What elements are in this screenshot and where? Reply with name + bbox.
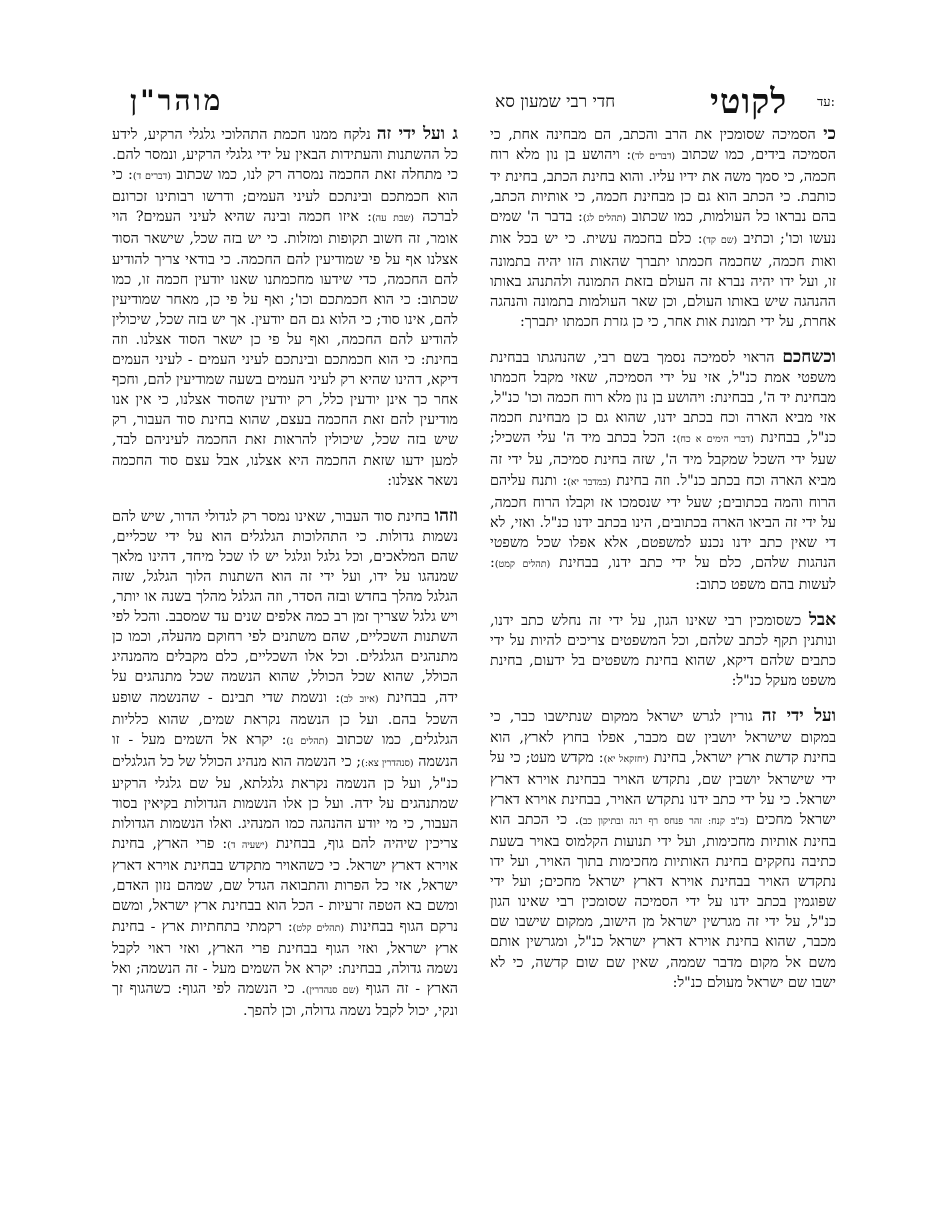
- source-citation: (איוב לב): [340, 693, 379, 705]
- running-header: [100, 82, 844, 126]
- source-citation: (ישעיה ד): [227, 840, 269, 852]
- source-citation: (שם סנהדרין): [305, 984, 360, 996]
- source-citation: (דברי הימים א כח): [676, 434, 754, 446]
- book-title-right: לקוטי: [710, 82, 788, 122]
- text-segment: ; כי הנשמה הוא מנהיג הכולל של כל הגלגלים כנ"ל, ועל כן הנשמה נקראת גלגלתא, על שם גלגלי הרקיע שמתנהגים על ידה. ועל כן אלו הנשמות הגדולות בקיאין בסוד העבור, כי מי יודע ההנהגה כמו המנהיג. ואלו הנשמות הגדולות צריכין שיהיה להם גוף, בבחינת: [112, 753, 458, 853]
- text-segment: : פרי הארץ, בחינת אוירא דארץ ישראל. כי כשהאויר מתקדש בבחינת אוירא דארץ ישראל, אזי כל הפרות והתבואה הגדל שם, שמהם נזון האדם, ומשם בא הטפה זרעיות - הכל הוא בבחינת ארץ ישראל, ומשם נרקם הגוף בבחינות: [112, 836, 458, 935]
- source-citation: (תהלים נ): [286, 735, 329, 747]
- source-citation: (יחזקאל יא): [603, 753, 649, 765]
- paragraph: [112, 506, 458, 1021]
- paragraph-lead-word: כי: [823, 124, 836, 144]
- text-segment: : רקמתי בתחתיות ארץ - בחינת ארץ ישראל, ואזי הגוף בבחינת פרי הארץ, ואזי ראוי לקבל נשמה גדולה, בבחינת: יקרא אל השמים מעל - זה הנשמה; ואל הארץ - זה הגוף: [112, 918, 458, 997]
- paragraph-lead-word: ג ועל ידי זה: [376, 124, 458, 144]
- source-citation: (תהלים קמט): [494, 558, 551, 570]
- text-segment: : איזו חכמה ובינה שהיא לעיני העמים? הוי אומר, זה חשוב תקופות ומזלות. כי יש בזה שכל, שישאר הסוד אצלנו אף על פי שמודיעין להם החכמה. כי בודאי צריך להודיע להם החכמה, כדי שידעו מחכמתנו שאנו יודעין חכמה זו, כמו שכתוב: כי הוא חכמתכם וכו'; ואף על פי כן, מאחר שמודיעין להם, אינו סוד; כי הלוא גם הם יודעין. אך יש בזה שכל, שיכולין להודיע להם החכמה, ואף על פי כן ישאר הסוד אצלנו. וזה בחינת: כי הוא חכמתכם ובינתכם לעיני העמים - לעיני העמים דיקא, דהינו שהיא רק לעיני העמים בשעה שמודיעין להם, וחכף אחר כך אינן יודעין כלל, רק יודעין שהסוד אצלנו, כי אין אנו מודיעין להם זאת החכמה בעצם, שהוא בחינת סוד העבור, רק שיש בזה שכל, שיכולין להראות זאת החכמה לעיניהם לבד, למען ידעו שזאת החכמה היא אצלנו, אבל עצם סוד החכמה נשאר אצלנו:: [112, 209, 458, 489]
- paragraph-lead-word: וכשחכם: [782, 346, 836, 367]
- text-segment: : כלם בחכמה עשית. כי יש בכל אות ואות חכמה, שחכמה חכמתו יתברך שהאות הזו יהיה בתמונה זו, ועל ידו יהיה נברא זה העולם בזאת התמונה ולהתנהג באותו ההנהגה שיש באותו העולם, וכן שאר העולמות בתמונה והנהגה אחרת, על ידי תמונת אות אחר, כי כן גזרת חכמתו יתברך:: [490, 231, 836, 330]
- book-title-left: מוהר"ן: [130, 84, 224, 117]
- text-segment: : יקרא אל השמים מעל - זו הנשמה: [112, 731, 458, 770]
- source-citation: (תהלים קלט): [292, 922, 345, 934]
- left-column: [112, 124, 458, 1184]
- text-segment: . כי הכתב הוא בחינת אותיות מחכימות, ועל ידי תנועות הקלמוס באויר בשעת כתיבה נחקקים בחינת האותיות מחכימות בתוך האויר, ועל ידו נתקדש האויר בבחינת אוירא דארץ ישראל מחכים; ועל ידי שפוגמין בכתב ידנו על ידי הסמיכה שסומכין רבי שאינו הגון כנ"ל, על ידי זה מגרשין ישראל מן הישוב, ממקום שישבו שם מכבר, שהוא בחינת אוירא דארץ ישראל כנ"ל, ומגרשין אותם משם אל מקום מדבר שממה, שאין שם שום קדשה, כי לא ישבו שם ישראל מעולם כנ"ל:: [490, 811, 836, 991]
- source-citation: (דברים לד): [631, 151, 676, 163]
- source-citation: (שם קד): [702, 235, 738, 247]
- text-segment: : מקדש מעט; כי על ידי שישראל יושבין שם, נתקדש האויר בבחינת אוירא דארץ ישראל. כי על ידי כתב ידנו נתקדש האויר, בבחינת אוירא דארץ ישראל מחכים: [490, 749, 836, 828]
- text-segment: : הכל בכתב מיד ה' עלי השכיל; שעל ידי השכל שמקבל מיד ה', שזה בחינת סמיכה, על ידי זה מביא הארה וכח בכתב כנ"ל. וזה בחינת: [490, 430, 836, 489]
- text-segment: הסמיכה שסומכין את הרב והכתב, הם מבחינה אחת, כי הסמיכה בידים, כמו שכתוב: [490, 127, 836, 164]
- text-segment: . כי הנשמה לפי הגוף: כשהגוף זך ונקי, יכול לקבל נשמה גדולה, וכן להפך.: [112, 980, 458, 1019]
- source-citation: (תהלים לג): [582, 213, 627, 225]
- text-segment: : כי הוא חכמתכם ובינתכם לעיני העמים; ודרשו רבותינו זכרונם לברכה: [112, 167, 458, 226]
- source-citation: (דברים ד): [132, 171, 171, 183]
- paragraph: [490, 610, 836, 691]
- section-title: חדי רבי שמעון סא: [495, 92, 616, 112]
- text-segment: הראוי לסמיכה נסמך בשם רבי, שהנהגתו בבחינת משפטי אמת כנ"ל, אזי על ידי הסמיכה, שאזי מקבל חכמתו מבחינת יד ה', בבחינת: ויהושע בן נון מלא רוח חכמה וכו' כנ"ל, אזי מביא הארה וכח בכתב ידנו, שהוא גם כן מבחינת חכמה כנ"ל, בבחינת: [490, 349, 836, 447]
- text-segment: : ויהושע בן נון מלא רוח חכמה, כי סמך משה את ידיו עליו. והוא בחינת הכתב, בחינת יד כותבת. כי הכתב הוא גם כן מבחינת חכמה, כי אותיות הכתב, בהם נבראו כל העולמות, כמו שכתוב: [490, 147, 836, 226]
- paragraph: [490, 706, 836, 992]
- paragraph-lead-word: ועל ידי זה: [761, 706, 836, 727]
- paragraph: [112, 124, 458, 491]
- text-segment: : ונשמת שדי תבינם - שהנשמה שופע השכל בהם. ועל כן הנשמה נקראת שמים, שהוא כלליות הגלגלים, כמו שכתוב: [112, 689, 458, 748]
- source-citation: (שבת עה): [371, 213, 414, 225]
- text-segment: כשסומכין רבי שאינו הגון, על ידי זה נחלש כתב ידנו, ונותנין תקף לכתב שלהם, וכל המשפטים צריכים להיות על ידי כתבים שלהם דיקא, שהוא בחינת משפטים בל ידעום, בחינת משפט מעקל כנ"ל:: [490, 613, 836, 690]
- source-citation: (ב"ב קנח: זהר פנחס רף רנה ובתיקון כב): [579, 815, 749, 827]
- paragraph-lead-word: אבל: [808, 610, 836, 631]
- source-citation: (במדבר יא): [567, 476, 611, 488]
- paragraph-lead-word: וזהו: [434, 505, 458, 526]
- text-segment: : בדבר ה' שמים נעשו וכו'; וכתיב: [490, 209, 836, 248]
- text-segment: גורין לגרש ישראל ממקום שנתישבו כבר, כי במקום שישראל יושבין שם מכבר, אפלו בחוץ לארץ, הוא בחינת קדשת ארץ ישראל, בחינת: [490, 709, 836, 766]
- text-segment: בחינת סוד העבור, שאינו נמסר רק לגדולי הדור, שיש להם נשמות גדולות. כי התהלוכות הגלגלים הוא על ידי שכליים, שהם המלאכים, וכל גלגל וגלגל יש לו שכל מיחד, דהינו מלאך שמנהגו על ידו, ועל ידי זה הוא השתנות הלוך הגלגל, שזה הגלגל מהלך בחדש ובזה הסדר, וזה הגלגל מהלך בשנה או יותר, ויש גלגל שצריך זמן רב כמה אלפים שנים עד שמסבב. והכל לפי השתנות השכליים, שהם משתנים לפי רחוקם מהעלה, וכמו כן מתנהגים הגלגלים. וכל אלו השכליים, כלם מקבלים מהמנהיג הכולל, שהוא שכל הכולל, שהוא הנשמה שכל מתנהגים על ידה, בבחינת: [112, 508, 458, 706]
- right-column: [490, 124, 836, 1184]
- text-columns: [112, 124, 836, 1184]
- text-segment: : ותנח עליהם הרוח והמה בכתובים; שעל ידי שנסמכו אז וקבלו הרוח חכמה, על ידי זה הביאו הארה בכתובים, הינו בכתב ידנו כנ"ל. ואזי, לא די שאין כתב ידנו נכנע למשפטם, אלא אפלו שכל משפטי הנהגות שלהם, כלם על ידי כתב ידנו, בבחינת: [490, 472, 836, 571]
- text-segment: : לעשות בהם משפט כתוב:: [490, 554, 836, 593]
- source-citation: (סנהדרין צא:): [361, 757, 414, 769]
- paragraph: [490, 124, 836, 332]
- text-segment: נלקח ממנו חכמת התהלוכי גלגלי הרקיע, לידע כל ההשתנות והעתידות הבאין על ידי גלגלי הרקיע, ונמסר להם. כי מתחלה זאת החכמה נמסרה רק לנו, כמו שכתוב: [112, 127, 458, 184]
- paragraph: [490, 347, 836, 595]
- page-reference: עד:: [817, 95, 835, 110]
